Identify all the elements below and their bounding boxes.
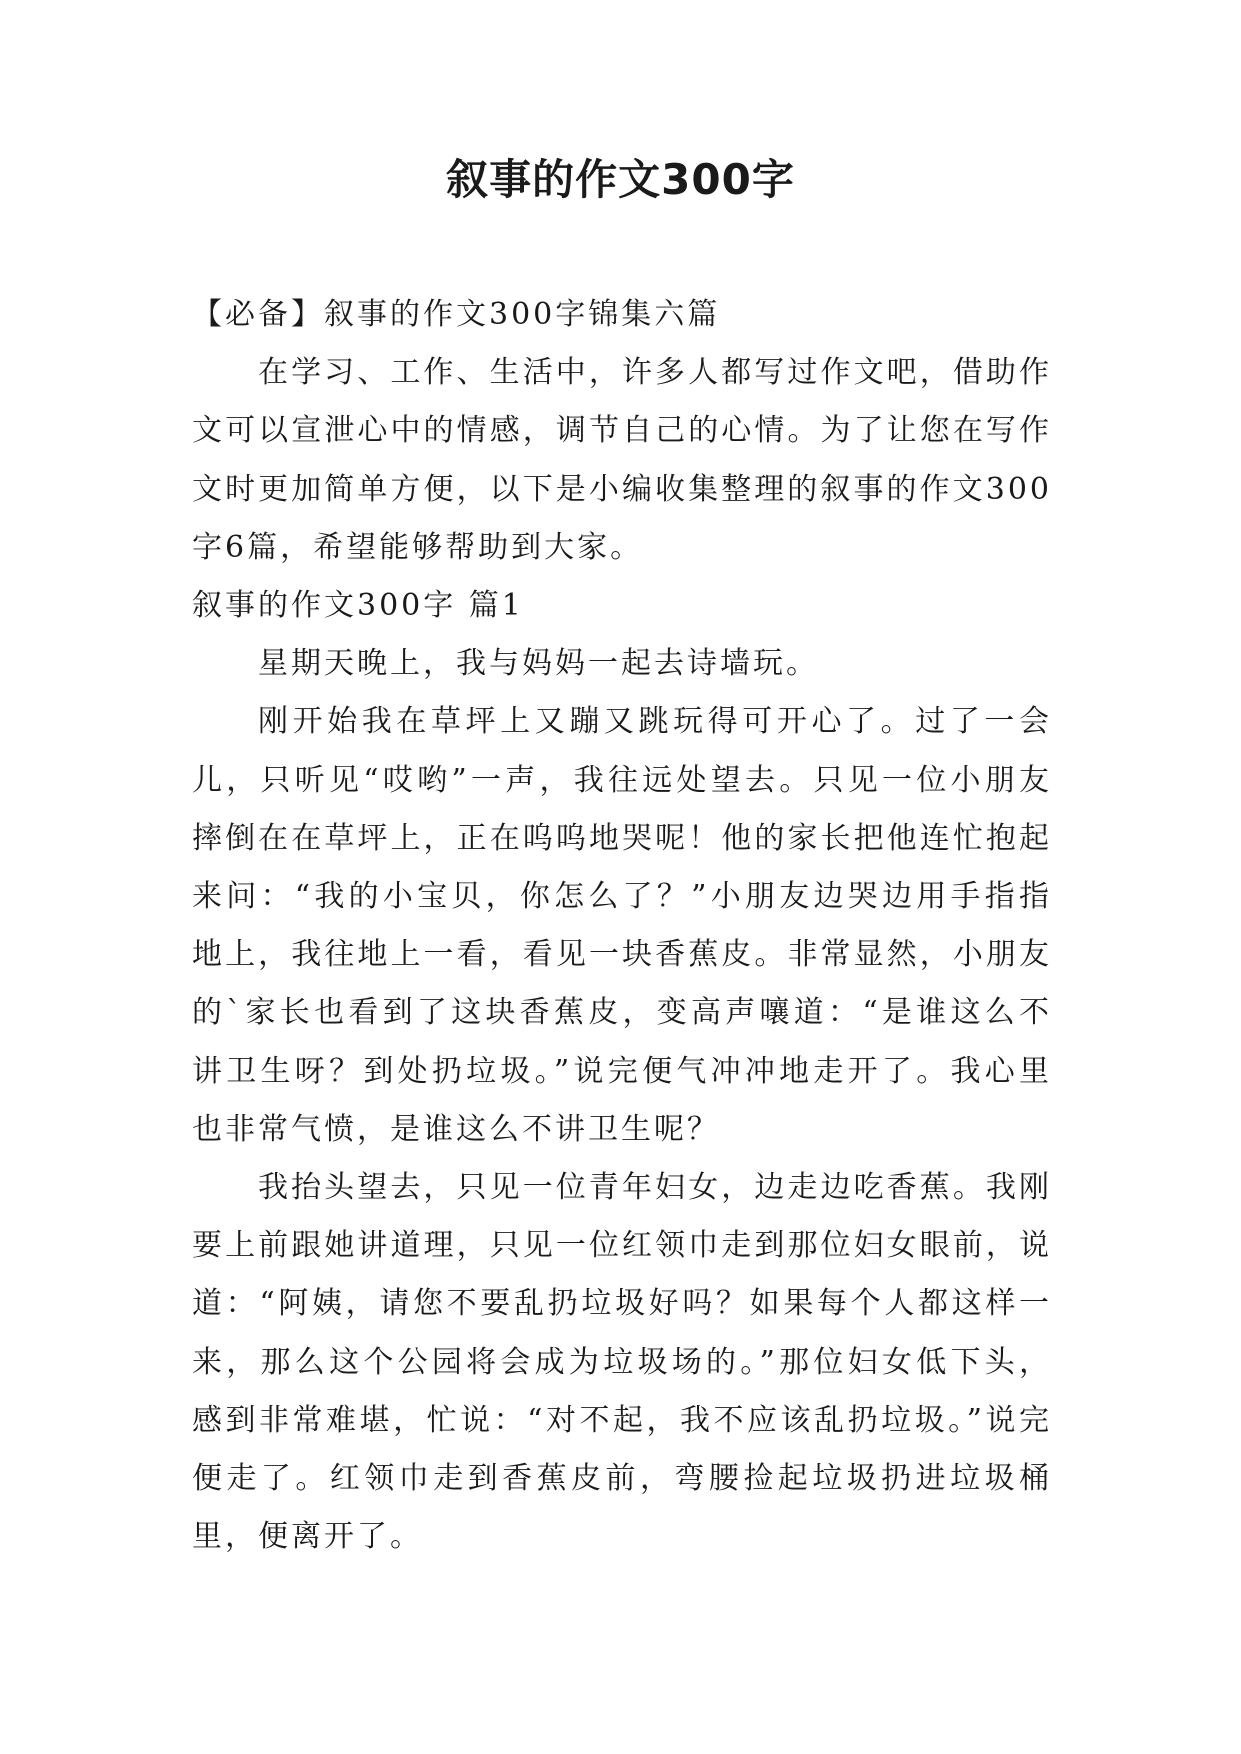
document-title: 叙事的作文300字 <box>446 155 795 204</box>
paragraph: 星期天晚上，我与妈妈一起去诗墙玩。 <box>258 646 819 682</box>
document-body <box>192 286 1052 1566</box>
paragraph-subtitle: 【必备】叙事的作文300字锦集六篇 <box>192 297 721 332</box>
section-heading-1: 叙事的作文300字 篇1 <box>192 588 524 624</box>
paragraph: 刚开始我在草坪上又蹦又跳玩得可开心了。过了一会儿，只听见“哎哟”一声，我往远处望去。只见一位小朋友摔倒在在草坪上，正在呜呜地哭呢！他的家长把他连忙抱起来问：“我的小宝贝，你怎么了？”小朋友边哭边用手指指地上，我往地上一看，看见一块香蕉皮。非常显然，小朋友的`家长也看到了这块香蕉皮，变高声嚷道：“是谁这么不讲卫生呀？到处扔垃圾。”说完便气冲冲地走开了。我心里也非常气愤，是谁这么不讲卫生呢？ <box>192 704 1052 1147</box>
paragraph: 我抬头望去，只见一位青年妇女，边走边吃香蕉。我刚要上前跟她讲道理，只见一位红领巾走到那位妇女眼前，说道：“阿姨，请您不要乱扔垃圾好吗？如果每个人都这样一来，那么这个公园将会成为垃圾场的。”那位妇女低下头，感到非常难堪，忙说：“对不起，我不应该乱扔垃圾。”说完便走了。红领巾走到香蕉皮前，弯腰捡起垃圾扔进垃圾桶里，便离开了。 <box>192 1170 1052 1555</box>
paragraph-intro: 在学习、工作、生活中，许多人都写过作文吧，借助作文可以宣泄心中的情感，调节自己的心情。为了让您在写作文时更加简单方便，以下是小编收集整理的叙事的作文300字6篇，希望能够帮助到大家。 <box>192 355 1052 565</box>
